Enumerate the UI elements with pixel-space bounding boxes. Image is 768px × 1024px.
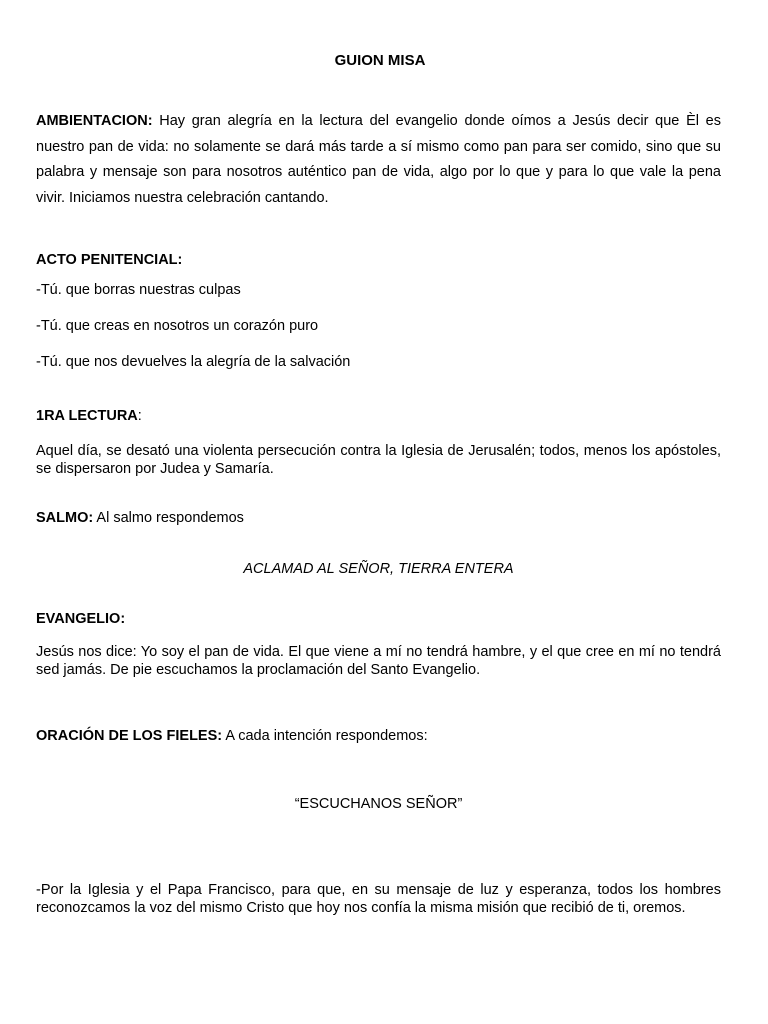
primera-lectura-suffix: : (137, 408, 142, 424)
salmo-line (36, 510, 721, 526)
oracion-line (36, 728, 721, 744)
primera-lectura-text: Aquel día, se desató una violenta persecución contra la Iglesia de Jerusalén; todos, menos los apóstoles, se dispersaron por Judea y Samaría. (36, 443, 721, 477)
primera-lectura-heading (36, 408, 721, 424)
acto-penitencial-heading (36, 252, 721, 268)
acto-penitencial-label: ACTO PENITENCIAL: (36, 252, 183, 268)
salmo-response: ACLAMAD AL SEÑOR, TIERRA ENTERA (243, 561, 514, 577)
oracion-text: A cada intención respondemos: (222, 728, 428, 744)
evangelio-label: EVANGELIO: (36, 611, 126, 627)
page-title: GUION MISA (334, 52, 426, 69)
oracion-label: ORACIÓN DE LOS FIELES: (36, 728, 223, 744)
penitencial-item: -Tú. que creas en nosotros un corazón puro (36, 318, 319, 334)
evangelio-text: Jesús nos dice: Yo soy el pan de vida. El que viene a mí no tendrá hambre, y el que cree en mí no tendrá sed jamás. De pie escuchamos la proclamación del Santo Evangelio. (36, 644, 721, 678)
ambientacion-label: AMBIENTACION: (36, 113, 153, 129)
oracion-response: “ESCUCHANOS SEÑOR” (294, 796, 463, 812)
penitencial-item: -Tú. que nos devuelves la alegría de la salvación (36, 354, 351, 370)
primera-lectura-label: 1RA LECTURA (36, 408, 138, 424)
ambientacion-paragraph (36, 109, 721, 211)
salmo-label: SALMO: (36, 510, 94, 526)
penitencial-item: -Tú. que borras nuestras culpas (36, 282, 241, 298)
oracion-intention: -Por la Iglesia y el Papa Francisco, para que, en su mensaje de luz y esperanza, todos los hombres reconozcamos la voz del mismo Cristo que hoy nos confía la misma misión que recibió de ti, oremos. (36, 882, 721, 916)
evangelio-heading (36, 611, 721, 627)
salmo-text: Al salmo respondemos (93, 510, 244, 526)
ambientacion-text: Hay gran alegría en la lectura del evangelio donde oímos a Jesús decir que Èl es nuestro pan de vida: no solamente se dará más tarde a sí mismo como pan para ser comido, sino que su palabra y mensaje son para nosotros auténtico pan de vida, algo por lo que y para lo que vale la pena vivir. Iniciamos nuestra celebración cantando. (36, 113, 721, 206)
